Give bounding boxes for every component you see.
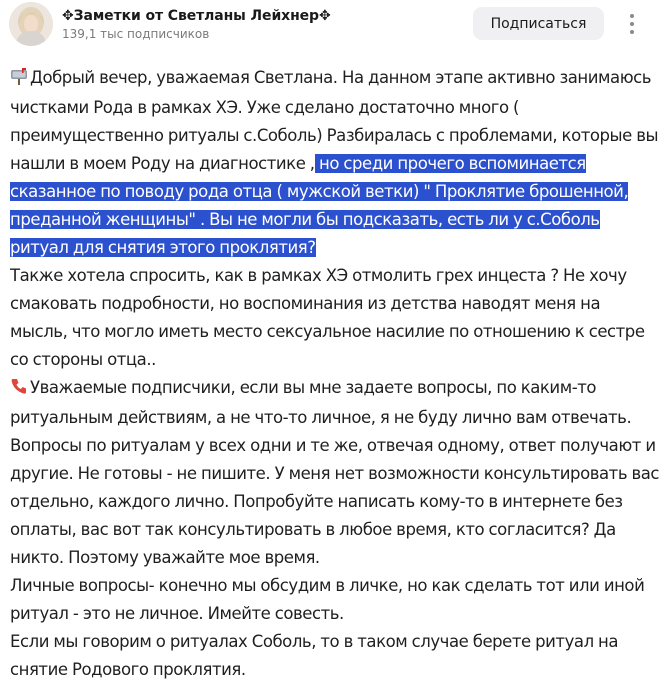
question-paragraph: [10, 64, 660, 374]
answer-text-1: Уважаемые подписчики, если вы мне задаете вопросы, по каким-то ритуальным действиям, а не что-то личное, я не буду лично вам отвечать. Вопросы по ритуалам у всех одни и те же, отвечая одному, ответ получают и другие. Не готовы - не пишите. У меня нет возможности консультировать вас отдельно, каждого лично. Попробуйте написать кому-то в интернете без оплаты, вас вот так консультировать в любое время, кто согласится? Да никто. Поэтому уважайте мое время.: [10, 378, 660, 567]
more-options-button[interactable]: [622, 10, 642, 38]
kebab-dot-icon: [630, 30, 634, 34]
avatar-photo-icon: [9, 2, 53, 46]
kebab-dot-icon: [630, 14, 634, 18]
channel-name[interactable]: ✥Заметки от Светланы Лейхнер✥: [62, 8, 331, 24]
answer-paragraph-3: Если мы говорим о ритуалах Соболь, то в таком случае берете ритуал на снятие Родового проклятия.: [10, 632, 619, 679]
phone-icon: [10, 376, 28, 404]
subscribe-button[interactable]: Подписаться: [473, 7, 604, 40]
post-body: [10, 64, 660, 684]
selected-text-highlight[interactable]: но среди прочего вспоминается сказанное по поводу рода отца ( мужской ветки) " Проклятие брошенной, преданной женщины" . Вы не могли бы подсказать, есть ли у с.Соболь ритуал для снятия этого проклятия?: [10, 154, 629, 257]
question-rest-text: Также хотела спросить, как в рамках ХЭ отмолить грех инцеста ? Не хочу смаковать подробности, но воспоминания из детства наводят меня на мысль, что могло иметь место сексуальное насилие по отношению к сестре со стороны отца..: [10, 266, 645, 369]
answer-paragraph: [10, 374, 660, 572]
subscriber-count: 139,1 тыс подписчиков: [62, 27, 210, 41]
mailbox-icon: [10, 66, 28, 94]
question-intro-text: Добрый вечер, уважаемая Светлана. На данном этапе активно занимаюсь чистками Рода в рамках ХЭ. Уже сделано достаточно много ( преимущественно ритуалы с.Соболь) Разбиралась с проблемами, которые вы нашли в моем Роду на диагностике ,: [10, 68, 659, 173]
channel-avatar[interactable]: [9, 2, 53, 46]
channel-header: [0, 0, 664, 52]
answer-paragraph-2: Личные вопросы- конечно мы обсудим в личке, но как сделать тот или иной ритуал - это не личное. Имейте совесть.: [10, 576, 645, 623]
kebab-dot-icon: [630, 22, 634, 26]
